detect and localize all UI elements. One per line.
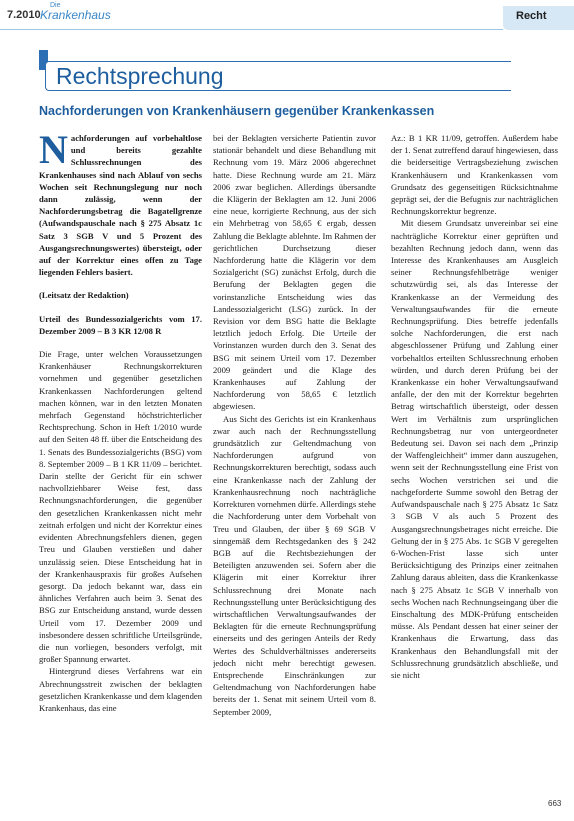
header-rule: [0, 29, 503, 30]
article-subtitle: Nachforderungen von Krankenhäusern gegenüber Krankenkassen: [39, 104, 435, 118]
page-title: Rechtsprechung: [56, 63, 224, 89]
column-2: [213, 132, 376, 772]
column-3: [391, 132, 558, 772]
magazine-logo: Die Krankenhaus: [40, 2, 111, 22]
body-paragraph: Mit diesem Grundsatz unvereinbar sei eine nachträgliche Korrektur einer geprüften und bezahlten Rechnung jedoch dann, wenn das Interesse des Krankenhauses am Ausgleich seiner Rechnungsfehlbeträge weniger schutzwürdig sei, als das Interesse der Krankenkasse an der Vermeidung des Verwaltungsaufwandes für die erneute Rechnungsprüfung. Dies betreffe jedenfalls solche Nachforderungen, die erst nach abgeschlossener Prüfung und Zahlung einer vorbehaltlos erteilten Schlussrechnung erhoben würden, und durch deren Prüfung bei der Krankenkasse ein hoher Verwaltungsaufwand anfalle, der den mit der Korrektur begehrten Betrag wirtschaftlich übersteigt, oder dessen Wert im Verhältnis zum ursprünglichen Rechnungsbetrag nur von untergeordneter Bedeutung sei. Davon sei nach dem „Prinzip der Waffengleichheit“ immer dann auszugehen, wenn seit der Rechnungsstellung eine Frist von sechs Wochen verstrichen sei und die nachgeforderte Summe sowohl den Betrag der Aufwandspauschale nach § 275 Absatz 1c Satz 3 SGB V als auch 5 Prozent des Ausgangsrechnungsbetrages nicht erreiche. Die Geltung der in § 275 Abs. 1c SGB V geregelten 6-Wochen-Frist lasse sich unter Berücksichtigung des Prinzips einer zeitnahen Zahlung daraus ableiten, dass die Krankenkasse nach § 275 Absatz 1c SGB V innerhalb von sechs Wochen nach Rechnungseingang über die Einschaltung des MDK-Prüfung entscheiden müsse. Als Pendant dessen hat einer seiner der Krankenhaus die Erwartung, dass das Krankenhaus den Behandlungsfall mit der Schlussrechnung grundsätzlich abschließe, und sie nicht: [391, 218, 558, 680]
body-paragraph: bei der Beklagten versicherte Patientin zuvor stationär behandelt und diese Behandlung mit Rechnung vom 19. März 2006 abgerechnet hatte. Diese Rechnung wurde am 21. März 2006 zwar beglichen. Allerdings übersandte die Klägerin der Beklagten am 12. Juni 2006 eine neue, korrigierte Rechnung, aus der sich ein Mehrbetrag von 58,65 € ergab, dessen Zahlung die Beklagte ablehnte. Im Rahmen der gerichtlichen Durchsetzung dieser Nachforderung hatte die Klägerin vor dem Sozialgericht (SG) zunächst Erfolg, durch die Berufung der Beklagten gegen die vorinstanzliche Entscheidung wies das Landessozialgericht (LSG) zurück. In der Revision vor dem BSG hatte die Beklagte letztlich jedoch Erfolg. Die Urteile der Vorinstanzen wurden durch den 3. Senat des BSG mit seinem Urteil vom 17. Dezember 2009 geändert und die Klage des Krankenhauses auf Zahlung der Nachforderung von 58,65 € letztlich abgewiesen.: [213, 133, 376, 412]
section-label: Recht: [516, 10, 547, 22]
header-bar: [0, 0, 574, 30]
title-box: [45, 61, 511, 91]
body-paragraph: Die Frage, unter welchen Voraussetzungen Krankenhäuser Rechnungskorrekturen vornehmen und gegenüber gesetzlichen Krankenkassen Nachforderungen geltend machen können, war in den letzten Monaten mehrfach Gegenstand höchstrichterlicher Rechtsprechung. Schon in Heft 1/2010 wurde auf den Seiten 48 ff. über die Entscheidung des 1. Senats des Bundessozialgerichts (BSG) vom 8. September 2009 – B 1 KR 11/09 – berichtet. Darin stellte der Gericht für ein schwer nachvollziehbarer Weise fest, dass Rechnungsnachforderungen, die gegenüber den gesetzlichen Krankenkassen nicht mehr zeitnah erfolgen und nicht der Korrektur eines evidenten Abrechnungsfehlers dienen, gegen Treu und Glauben verstießen und daher unzulässig seien. Diese Entscheidung hat in der Krankenhauspraxis für großes Aufsehen gesorgt. Da jedoch bekannt war, dass ein ähnliches Verfahren auch beim 3. Senat des BSG zur Entscheidung anstand, wurde dessen Urteil vom 17. Dezember 2009 und insbesondere dessen schriftliche Urteilsgründe, die nun vorliegen, besonders verfolgt, mit großer Spannung erwartet.: [39, 349, 202, 665]
drop-cap: N: [39, 132, 68, 172]
lead-paragraph: Nachforderungen auf vorbehaltlose und bereits gezahlte Schlussrechnungen des Krankenhauses sind nach Ablauf von sechs Wochen seit Rechnungslegung nur noch dann zulässig, wenn der Nachforderungsbetrag die Bagatellgrenze (Aufwandspauschale nach § 275 Absatz 1c Satz 3 SGB V und 5 Prozent des Ausgangsrechnungswertes) übersteigt, oder auf der Korrektur eines offen zu Tage liegenden Fehlers basiert.: [39, 132, 202, 278]
court-citation: Urteil des Bundessozialgerichts vom 17. Dezember 2009 – B 3 KR 12/08 R: [39, 313, 202, 336]
column-1: [39, 132, 202, 772]
body-paragraph: Hintergrund dieses Verfahrens war ein Abrechnungsstreit zwischen der beklagten gesetzlichen Krankenkasse und dem klagenden Krankenhaus, das eine: [39, 666, 202, 713]
editor-note: (Leitsatz der Redaktion): [39, 290, 129, 301]
page-number: 663: [548, 799, 562, 808]
body-paragraph: Az.: B 1 KR 11/09, getroffen. Außerdem habe der 1. Senat zutreffend darauf hingewiesen, dass die beiderseitige Vertragsbeziehung zwischen Krankenhäusern und Krankenkassen vom Grundsatz des gegenseitigen Rücksichtnahme geprägt sei, der die Befugnis zur nachträglichen Rechnungskorrektur begrenze.: [391, 133, 558, 217]
issue-number: 7.2010: [7, 9, 41, 21]
body-paragraph: Aus Sicht des Gerichts ist ein Krankenhaus zwar auch nach der Rechnungsstellung grundsätzlich zur Geltendmachung von Nachforderungen aufgrund von Rechnungskorrekturen berechtigt, sodass auch eine Krankenkasse nach der Zahlung der Krankenhausrechnung noch nachträgliche Korrekturen vornehmen dürfe. Allerdings stehe die Nachforderung unter dem Vorbehalt von Treu und Glauben, der über § 69 SGB V sinngemäß dem Rechtsgedanken des § 242 BGB auf die Rechtsbeziehungen der Beteiligten anzuwenden sei. Sofern aber die Klägerin mit einer Korrektur ihrer Schlussrechnung drei Monate nach Rechnungsstellung unter Berücksichtigung des wirtschaftlichen Verwaltungsaufwandes der Beklagten für die erneute Rechnungsprüfung einerseits und des geringen Anteils der Redy Wertes des Schuldverhältnisses andererseits jedoch nicht mehr berechtigt gewesen. Entsprechende Einschränkungen zur Geltendmachung von Nachforderungen habe bereits der 1. Senat mit seinem Urteil vom 8. September 2009,: [213, 413, 376, 717]
